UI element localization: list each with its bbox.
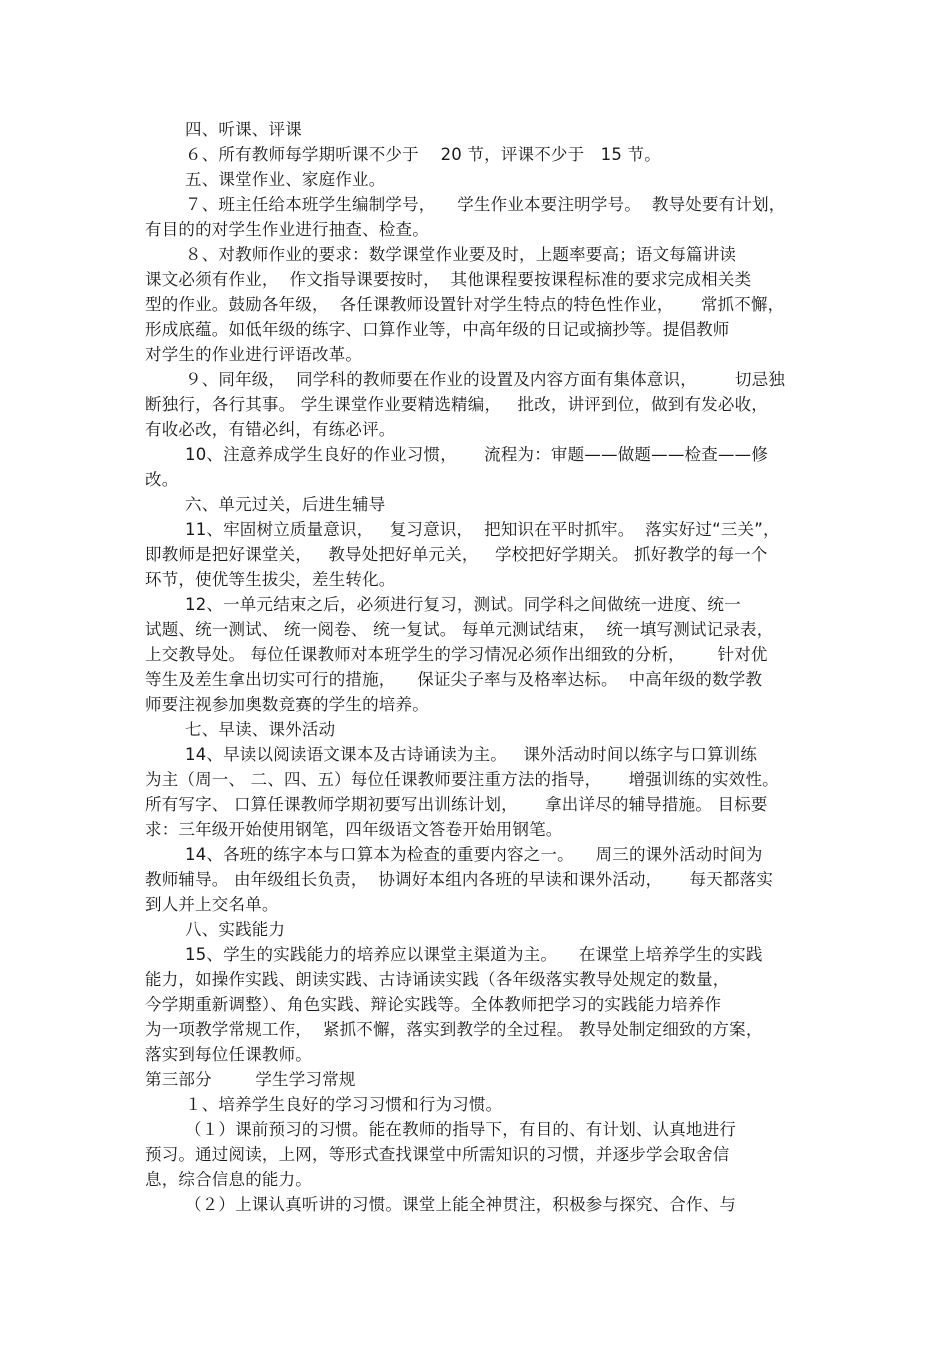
paragraph-line: 上交教导处。 每位任课教师对本班学生的学习情况必须作出细致的分析， 针对优 [145, 645, 768, 664]
paragraph-line: 断独行，各行其事。 学生课堂作业要精选精编， 批改，讲评到位，做到有发必收， [145, 395, 768, 414]
paragraph-line: 课文必须有作业， 作文指导课要按时， 其他课程要按课程标准的要求完成相关类 [145, 270, 752, 289]
part-heading: 第三部分 学生学习常规 [145, 1070, 356, 1089]
paragraph-line: 为一项教学常规工作， 紧抓不懈，落实到教学的全过程。 教导处制定细致的方案， [145, 1020, 763, 1039]
paragraph-line: 所有写字、 口算任课教师学期初要写出训练计划， 拿出详尽的辅导措施。 目标要 [145, 795, 768, 814]
paragraph-line: 为主（周一、 二、四、五）每位任课教师要注重方法的指导， 增强训练的实效性。 [145, 770, 779, 789]
paragraph-line: ６、所有教师每学期听课不少于 20 节，评课不少于 15 节。 [185, 145, 661, 164]
paragraph-line: 落实到每位任课教师。 [145, 1045, 312, 1064]
paragraph-line: 改。 [145, 470, 179, 489]
paragraph-line: １、培养学生良好的学习习惯和行为习惯。 [185, 1095, 503, 1114]
paragraph-line: 有目的的对学生作业进行抽查、检查。 [145, 220, 429, 239]
paragraph-line: 求：三年级开始使用钢笔，四年级语文答卷开始用钢笔。 [145, 820, 563, 839]
paragraph-line: 师要注视参加奥数竞赛的学生的培养。 [145, 695, 429, 714]
paragraph-line: 能力，如操作实践、朗读实践、古诗诵读实践（各年级落实教导处规定的数量， [145, 970, 730, 989]
paragraph-line: 预习。通过阅读，上网，等形式查找课堂中所需知识的习惯，并逐步学会取舍信 [145, 1145, 730, 1164]
section-heading: 四、听课、评课 [185, 120, 302, 139]
paragraph-line: 11、牢固树立质量意识， 复习意识， 把知识在平时抓牢。 落实好过“三关”， [185, 520, 780, 539]
paragraph-line: 14、各班的练字本与口算本为检查的重要内容之一。 周三的课外活动时间为 [185, 845, 763, 864]
paragraph-line: 即教师是把好课堂关， 教导处把好单元关， 学校把好学期关。 抓好教学的每一个 [145, 545, 768, 564]
paragraph-line: 环节，使优等生拔尖，差生转化。 [145, 570, 396, 589]
paragraph-line: 形成底蕴。如低年级的练字、口算作业等，中高年级的日记或摘抄等。提倡教师 [145, 320, 730, 339]
section-heading: 七、早读、课外活动 [185, 720, 336, 739]
paragraph-line: ９、同年级， 同学科的教师要在作业的设置及内容方面有集体意识， 切忌独 [185, 370, 786, 389]
paragraph-line: 10、注意养成学生良好的作业习惯， 流程为：审题——做题——检查——修 [185, 445, 769, 464]
paragraph-line: ８、对教师作业的要求：数学课堂作业要及时，上题率要高；语文每篇讲读 [185, 245, 737, 264]
paragraph-line: ７、班主任给本班学生编制学号， 学生作业本要注明学号。 教导处要有计划， [185, 195, 786, 214]
paragraph-line: （１）课前预习的习惯。能在教师的指导下，有目的、有计划、认真地进行 [185, 1120, 737, 1139]
paragraph-line: 到人并上交名单。 [145, 895, 279, 914]
paragraph-line: 型的作业。鼓励各年级， 各任课教师设置针对学生特点的特色性作业， 常抓不懈， [145, 295, 785, 314]
paragraph-line: 有收必改，有错必纠，有练必评。 [145, 420, 396, 439]
paragraph-line: 12、一单元结束之后，必须进行复习，测试。同学科之间做统一进度、统一 [185, 595, 741, 614]
section-heading: 六、单元过关，后进生辅导 [185, 495, 386, 514]
paragraph-line: （２）上课认真听讲的习惯。课堂上能全神贯注，积极参与探究、合作、与 [185, 1195, 737, 1214]
paragraph-line: 试题、统一测试、 统一阅卷、 统一复试。 每单元测试结束， 统一填写测试记录表， [145, 620, 774, 639]
paragraph-line: 教师辅导。 由年级组长负责， 协调好本组内各班的早读和课外活动， 每天都落实 [145, 870, 774, 889]
paragraph-line: 等生及差生拿出切实可行的措施， 保证尖子率与及格率达标。 中高年级的数学教 [145, 670, 763, 689]
paragraph-line: 对学生的作业进行评语改革。 [145, 345, 363, 364]
paragraph-line: 15、学生的实践能力的培养应以课堂主渠道为主。 在课堂上培养学生的实践 [185, 945, 763, 964]
section-heading: 五、课堂作业、家庭作业。 [185, 170, 386, 189]
section-heading: 八、实践能力 [185, 920, 286, 939]
paragraph-line: 息，综合信息的能力。 [145, 1170, 312, 1189]
paragraph-line: 14、早读以阅读语文课本及古诗诵读为主。 课外活动时间以练字与口算训练 [185, 745, 758, 764]
paragraph-line: 今学期重新调整）、角色实践、辩论实践等。全体教师把学习的实践能力培养作 [145, 995, 722, 1014]
